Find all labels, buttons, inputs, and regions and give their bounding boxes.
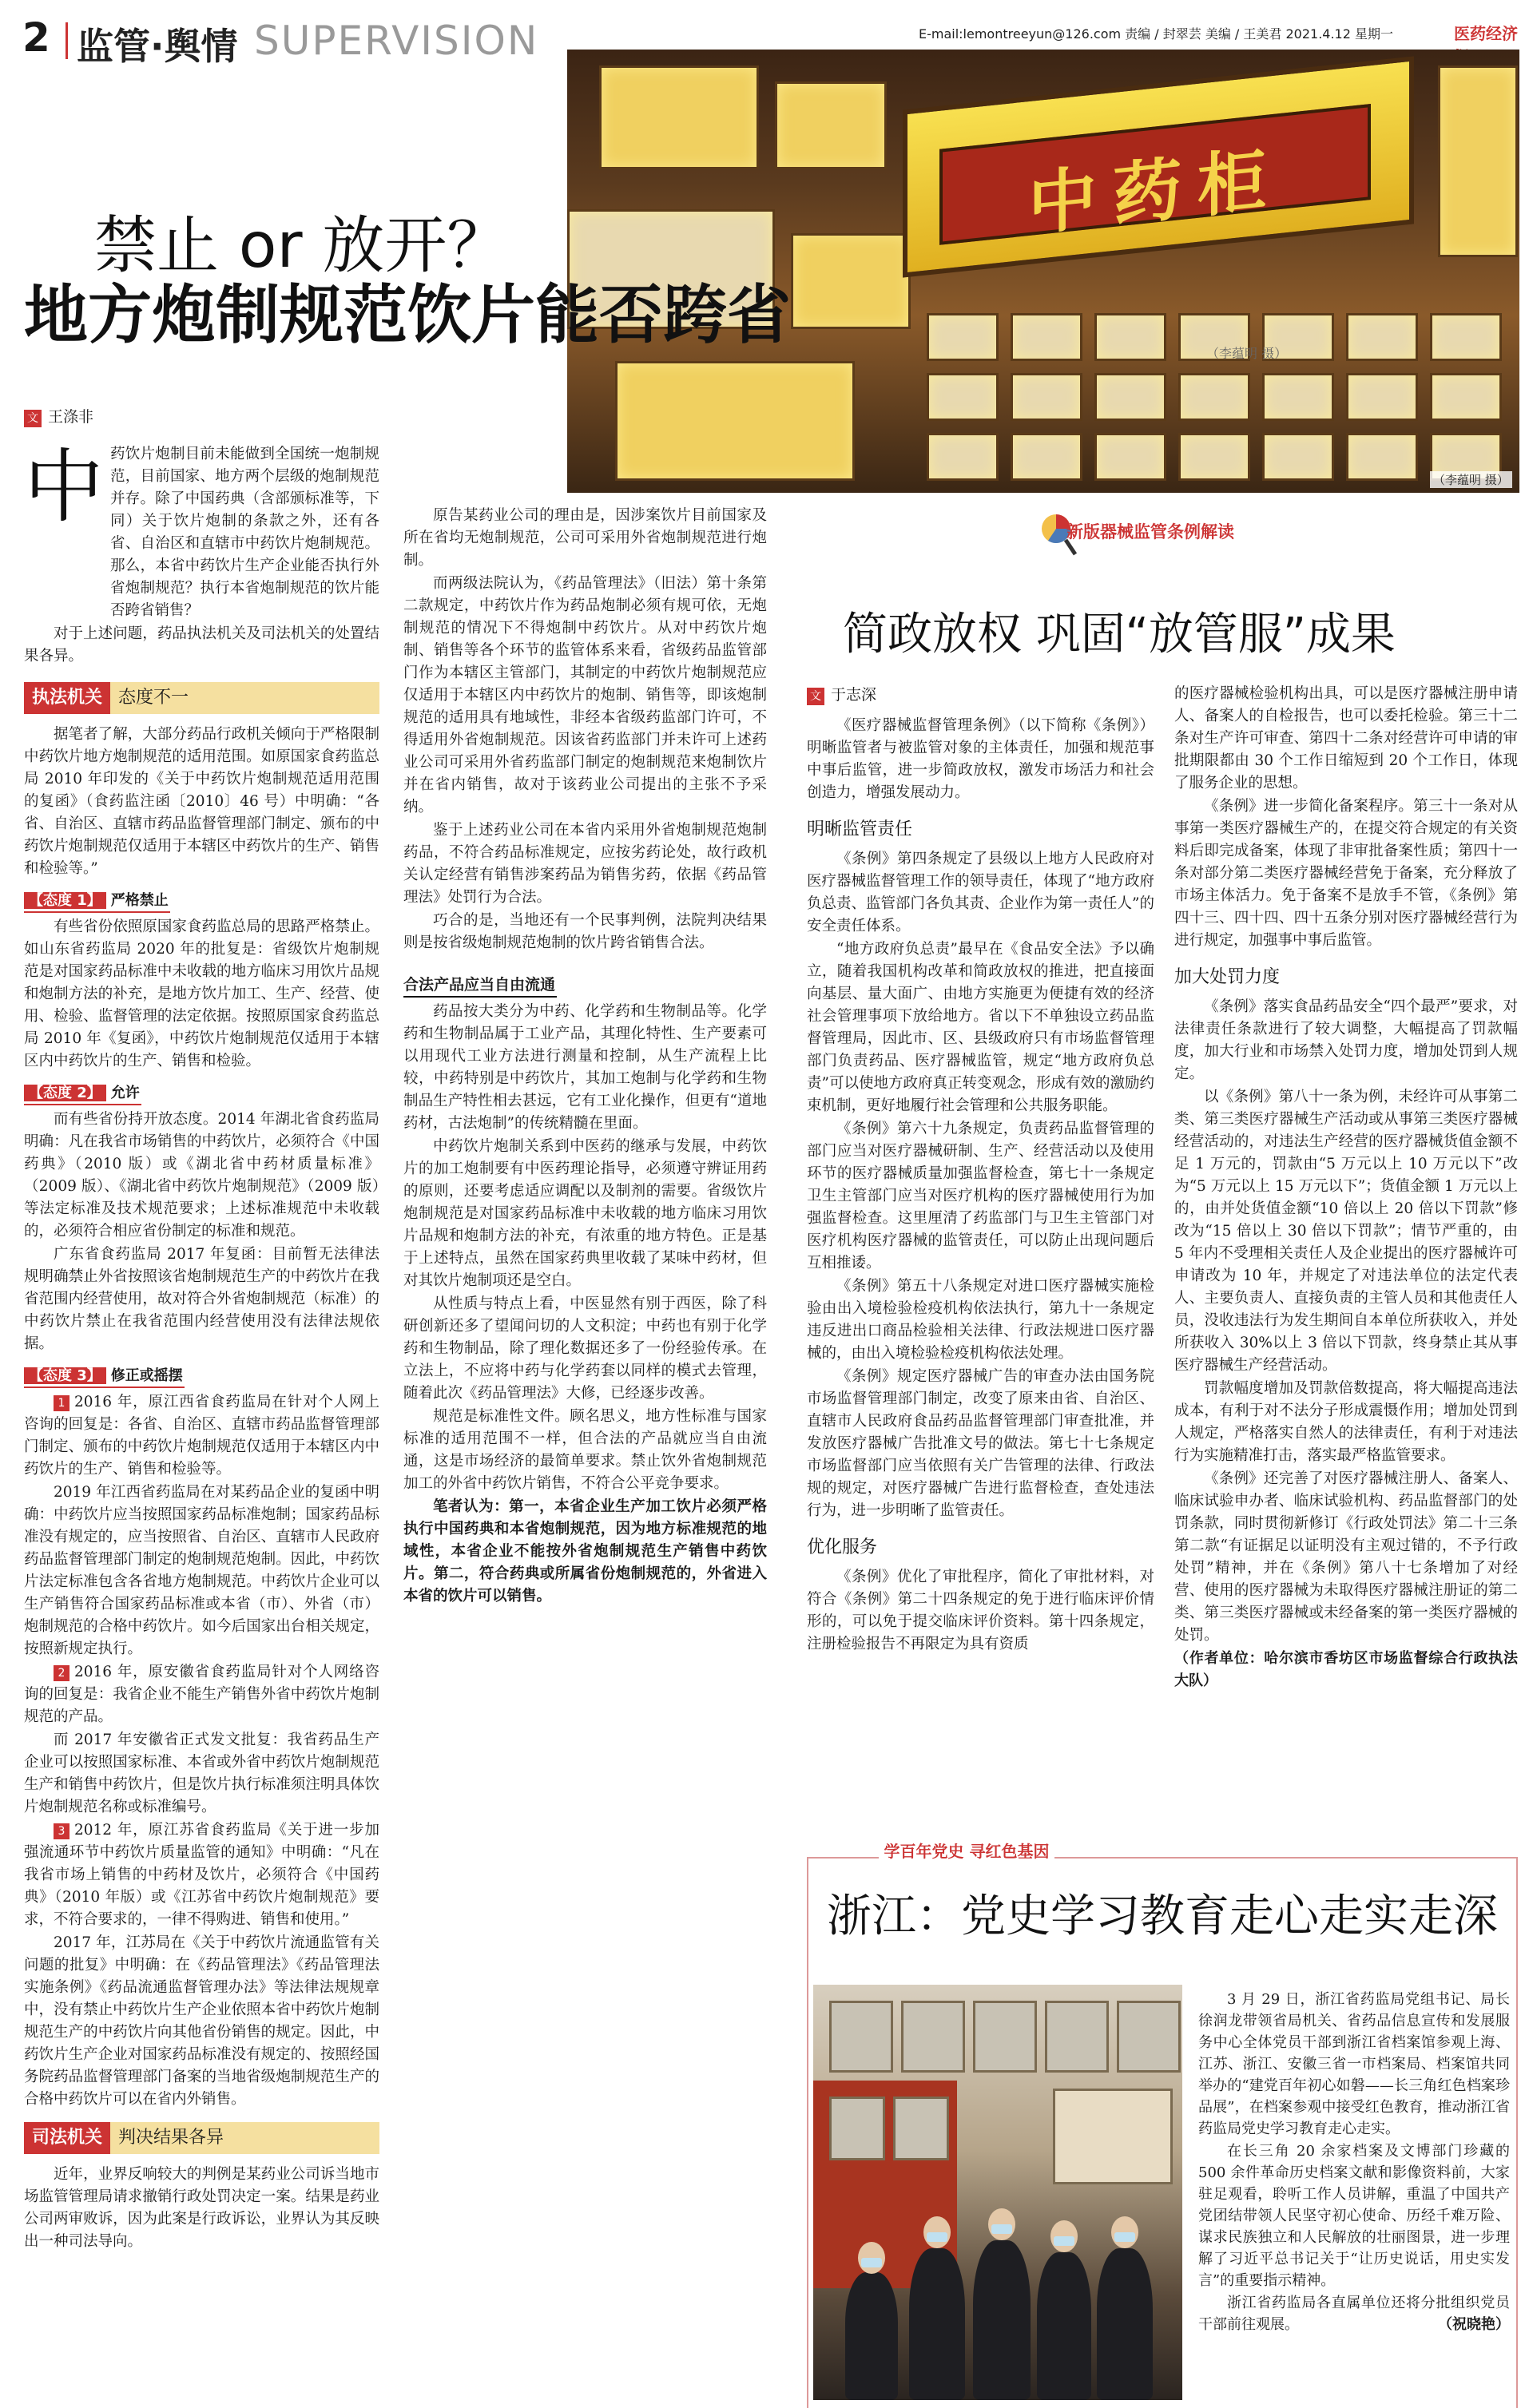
body-paragraph: 有些省份依照原国家食药监总局的思路严格禁止。如山东省药监局 2020 年的批复是：省级饮片炮制规范是对国家药品标准中未收载的地方临床习用饮片品规和炮制方法的补充，是地方饮片加工、生产、经营、使用、检验、监督管理的法定依据。按照原国家食药监总局 2010 年《复函》，中药饮片炮制规范仅适用于本辖区内中药饮片的生产、销售和检验。 xyxy=(24,918,379,1069)
body-paragraph: 2017 年，江苏局在《关于中药饮片流通监管有关问题的批复》中明确：在《药品管理法》《药品管理法实施条例》《药品流通监督管理办法》等法律法规规章中，没有禁止中药饮片生产企业依照本省中药饮片炮制规范生产的中药饮片向其他省份销售的规定。因此，中药饮片生产企业对国家药品标准没有规定的、按照经国务院药品监督管理部门备案的当地省级炮制规范生产的合格中药饮片可以在省内外销售。 xyxy=(24,1934,379,2108)
body-paragraph: 3 月 29 日，浙江省药监局党组书记、局长徐润龙带领省局机关、省药品信息宣传和发展服务中心全体党员干部到浙江省档案馆参观上海、江苏、浙江、安徽三省一市档案局、档案馆共同举办的“建党百年初心如磐——长三角红色档案珍品展”，在档案参观中接受红色教育，推动浙江省药监局党史学习教育走心走实。 xyxy=(1198,1991,1510,2137)
body-paragraph: 《条例》优化了审批程序，简化了审批材料，对符合《条例》第二十四条规定的免于进行临床评价情形的，可以免于提交临床评价资料。第十四条规定，注册检验报告不再限定为具有资质 xyxy=(807,1569,1154,1652)
attitude-title: 允许 xyxy=(110,1085,140,1101)
item-number: 3 xyxy=(54,1823,69,1839)
article2-title: 简政放权 巩固“放管服”成果 xyxy=(843,609,1396,661)
byline-tag: 文 xyxy=(24,410,42,427)
body-paragraph: 据笔者了解，大部分药品行政机关倾向于严格限制中药饮片地方炮制规范的适用范围。如原国家食药监总局 2010 年印发的《关于中药饮片炮制规范适用范围的复函》（食药监注函〔2010〕46 号）中明确：“各省、自治区、直辖市药品监督管理部门制定、颁布的中药饮片炮制规范仅适用于本辖区中药饮片的生产、销售和检验等。” xyxy=(24,726,379,877)
section-tag: 执法机关 xyxy=(24,682,110,714)
item-number: 1 xyxy=(54,1395,69,1411)
attitude-title: 严格禁止 xyxy=(110,892,169,909)
article-byline xyxy=(24,405,93,427)
article3-title: 浙江：党史学习教育走心走实走深 xyxy=(827,1890,1498,1942)
subsection-heading: 合法产品应当自由流通 xyxy=(403,973,557,998)
intro-paragraph: 对于上述问题，药品执法机关及司法机关的处置结果各异。 xyxy=(24,625,379,664)
body-paragraph: 的医疗器械检验机构出具，可以是医疗器械注册申请人、备案人的自检报告，也可以委托检验。第三十二条对生产许可审查、第四十二条对经营许可申请的审批期限都由 30 个工作日缩短到 20 个工作日，体现了服务企业的思想。 xyxy=(1174,685,1518,791)
body-paragraph: 浙江省药监局各直属单位还将分批组织党员干部前往观展。 （祝晓艳） xyxy=(1198,2292,1510,2335)
article1-column1 xyxy=(24,440,379,2250)
body-paragraph: “地方政府负总责”最早在《食品安全法》予以确立，随着我国机构改革和简政放权的推进，把直接面向基层、量大面广、由地方实施更为便捷有效的经济社会管理事项下放给地方。省以下不单独设立药品监督管理局，因此市、区、县级政府只有市场监督管理部门负责药品、医疗器械监管，规定“地方政府负总责”可以使地方政府真正转变观念，形成有效的激励约束机制，更好地履行社会管理和公共服务职能。 xyxy=(807,941,1154,1114)
attitude-title: 修正或摇摆 xyxy=(110,1367,183,1384)
body-paragraph: 3 2012 年，原江苏省食药监局《关于进一步加强流通环节中药饮片质量监管的通知》中明确：“凡在我省市场上销售的中药材及饮片，必须符合《中国药典》（2010 年版）或《江苏省中药饮片炮制规范》要求，不符合要求的，一律不得购进、销售和使用。” xyxy=(24,1822,379,1928)
cabinet-sign-text: 中药柜 xyxy=(1028,137,1282,246)
body-paragraph: 罚款幅度增加及罚款倍数提高，将大幅提高违法成本，有利于对不法分子形成震慑作用；增加处罚到人规定，严格落实自然人的法律责任，有利于对违法行为实施精准打击，落实最严格监管要求。 xyxy=(1174,1380,1518,1464)
subsection-heading: 加大处罚力度 xyxy=(1174,967,1281,987)
intro-paragraph: 药饮片炮制目前未能做到全国统一炮制规范，目前国家、地方两个层级的炮制规范并存。除了中国药典（含部颁标准等，下同）关于饮片炮制的条款之外，还有各省、自治区和直辖市中药饮片炮制规范。那么，本省中药饮片生产企业能否执行外省炮制规范？执行本省炮制规范的饮片能否跨省销售？ xyxy=(110,446,379,619)
header-meta: E-mail:lemontreeyun@126.com 责编 / 封翠芸 美编 / 王美君 2021.4.12 星期一 xyxy=(919,26,1393,42)
body-paragraph: 近年，业界反响较大的判例是某药业公司诉当地市场监管管理局请求撤销行政处罚决定一案。结果是药业公司两审败诉，因为此案是行政诉讼，业界认为其反映出一种司法导向。 xyxy=(24,2166,379,2250)
section-title-en: SUPERVISION xyxy=(254,18,539,64)
article2-column2 xyxy=(1174,683,1518,1833)
attitude-tag: 【态度 3】 xyxy=(24,1367,106,1384)
conclusion-paragraph: 笔者认为：第一，本省企业生产加工饮片必须严格执行中国药典和本省炮制规范，因为地方标准规范的地域性，本省企业不能按外省炮制规范生产销售中药饮片。第二，符合药典或所属省份炮制规范的，外省进入本省的饮片可以销售。 xyxy=(403,1498,767,1605)
section-title: 监管·舆情 xyxy=(77,25,238,68)
attitude-1-heading xyxy=(24,889,170,913)
subsection-heading: 优化服务 xyxy=(807,1537,878,1557)
author-affiliation: （作者单位：哈尔滨市香坊区市场监督综合行政执法大队） xyxy=(1174,1650,1518,1689)
section-bar-judiciary xyxy=(24,2122,379,2154)
body-paragraph: 中药饮片炮制关系到中医药的继承与发展，中药饮片的加工炮制要有中医药理论指导，必须遵守辨证用药的原则，还要考虑适应调配以及制剂的需要。省级饮片炮制规范是对国家药品标准中未收载的地方临床习用饮片品规和炮制方法的补充，有浓重的地方特色。正是基于上述特点，虽然在国家药典里收载了某味中药材，但对其饮片炮制项还是空白。 xyxy=(403,1138,767,1289)
author-name: 于志深 xyxy=(831,686,877,704)
section-tag: 司法机关 xyxy=(24,2122,110,2154)
box-kicker: 学百年党史 寻红色基因 xyxy=(879,1839,1054,1863)
lead-paragraph: 《医疗器械监督管理条例》（以下简称《条例》）明晰监管者与被监管对象的主体责任，加强和规范事中事后监管，进一步简政放权，激发市场活力和社会创造力，增强发展动力。 xyxy=(807,717,1154,801)
article-title-line1: 禁止 or 放开？ xyxy=(94,210,510,282)
article-title-line2: 地方炮制规范饮片能否跨省 xyxy=(24,278,791,352)
attitude-tag: 【态度 2】 xyxy=(24,1085,106,1101)
body-paragraph: 《条例》落实食品药品安全“四个最严”要求，对法律责任条款进行了较大调整，大幅提高了罚款幅度，加大行业和市场禁入处罚力度，增加处罚到人规定。 xyxy=(1174,998,1518,1082)
body-paragraph: 而有些省份持开放态度。2014 年湖北省食药监局明确：凡在我省市场销售的中药饮片，必须符合《中国药典》（2010 版）或《湖北省中药材质量标准》（2009 版）、《湖北省中药饮片炮制规范》（2009 版）等法定标准及技术规范要求；上述标准规范中未收载的，必须符合相应省份制定的标准和规范。 xyxy=(24,1111,379,1240)
body-paragraph: 1 2016 年，原江西省食药监局在针对个人网上咨询的回复是：各省、自治区、直辖市药品监督管理部门制定、颁布的中药饮片炮制规范仅适用于本辖区内中药饮片的生产、销售和检验等。 xyxy=(24,1394,379,1478)
body-paragraph: 《条例》还完善了对医疗器械注册人、备案人、临床试验申办者、临床试验机构、药品监督部门的处罚条款，同时贯彻新修订《行政处罚法》第二十三条第二款“有证据足以证明没有主观过错的，不予行政处罚”精神，并在《条例》第八十七条增加了对经营、使用的医疗器械为未取得医疗器械注册证的第二类、第三类医疗器械或未经备案的第一类医疗器械的处罚。 xyxy=(1174,1470,1518,1644)
column-kicker: 新版器械监管条例解读 xyxy=(1066,522,1234,542)
attitude-2-heading xyxy=(24,1081,141,1105)
body-paragraph: 而 2017 年安徽省正式发文批复：我省药品生产企业可以按照国家标准、本省或外省中药饮片炮制规范生产和销售中药饮片，但是饮片执行标准须注明具体饮片炮制规范名称或标准编号。 xyxy=(24,1732,379,1815)
body-paragraph: 药品按大类分为中药、化学药和生物制品等。化学药和生物制品属于工业产品，其理化特性、生产要素可以用现代工业方法进行测量和控制，从生产流程上比较，中药特别是中药饮片，其加工炮制与化学药和生物制品生产特性相去甚远，它有工业化操作，但更有“道地药材，古法炮制”的传统精髓在里面。 xyxy=(403,1003,767,1132)
subsection-heading: 明晰监管责任 xyxy=(807,819,913,839)
body-paragraph: 2 2016 年，原安徽省食药监局针对个人网络咨询的回复是：我省企业不能生产销售外省中药饮片炮制规范的产品。 xyxy=(24,1664,379,1725)
photo-watermark: （李蕴明 摄） xyxy=(1206,346,1288,361)
exhibition-visit-photo xyxy=(813,1985,1182,2400)
body-paragraph: 《条例》第五十八条规定对进口医疗器械实施检验由出入境检验检疫机构依法执行，第九十一条规定违反进出口商品检验相关法律、行政法规进口医疗器械的，由出入境检验检疫机构依法处理。 xyxy=(807,1278,1154,1362)
item-number: 2 xyxy=(54,1665,69,1681)
body-paragraph: 原告某药业公司的理由是，因涉案饮片目前国家及所在省均无炮制规范，公司可采用外省炮制规范进行炮制。 xyxy=(403,507,767,569)
drop-cap: 中 xyxy=(24,440,104,534)
header-divider xyxy=(66,22,68,59)
byline-tag: 文 xyxy=(807,688,824,705)
article2-column1 xyxy=(807,715,1154,1833)
section-title: 态度不一 xyxy=(118,688,189,708)
body-paragraph: 2019 年江西省药监局在对某药品企业的复函中明确：中药饮片应当按照国家药品标准炮制；国家药品标准没有规定的，应当按照省、自治区、直辖市人民政府药品监督管理部门制定的炮制规范炮制。因此，中药饮片法定标准包含各省地方炮制规范。中药饮片企业可以生产销售符合国家药品标准或本省（市）、外省（市）炮制规范的合格中药饮片。如今后国家出台相关规定，按照新规定执行。 xyxy=(24,1484,379,1657)
page-number: 2 xyxy=(22,14,50,61)
article3-body xyxy=(1198,1989,1510,2404)
author-signoff: （祝晓艳） xyxy=(1438,2316,1510,2333)
body-paragraph: 《条例》进一步简化备案程序。第三十一条对从事第一类医疗器械生产的，在提交符合规定的有关资料后即完成备案，体现了非审批备案性质；第四十一条对部分第二类医疗器械经营免于备案，充分释放了市场主体活力。免于备案不是放手不管，《条例》第四十三、四十四、四十五条分别对医疗器械经营行为进行规定，加强事中事后监管。 xyxy=(1174,798,1518,949)
body-paragraph: 《条例》第四条规定了县级以上地方人民政府对医疗器械监督管理工作的领导责任，体现了“地方政府负总责、监管部门各负其责、企业作为第一责任人”的安全责任体系。 xyxy=(807,851,1154,934)
section-title: 判决结果各异 xyxy=(118,2128,224,2148)
article1-column2 xyxy=(403,505,767,1783)
attitude-3-heading xyxy=(24,1364,185,1388)
section-bar-enforcement xyxy=(24,682,379,714)
author-name: 王涤非 xyxy=(48,408,94,426)
body-paragraph: 广东省食药监局 2017 年复函：目前暂无法律法规明确禁止外省按照该省炮制规范生产的中药饮片在我省范围内经营使用，故对符合外省炮制规范（标准）的中药饮片禁止在我省范围内经营使用没有法律法规依据。 xyxy=(24,1246,379,1352)
article2-byline xyxy=(807,683,876,705)
body-paragraph: 鉴于上述药业公司在本省内采用外省炮制规范炮制药品，不符合药品标准规定，应按劣药论处，故行政机关认定经营有销售涉案药品为销售劣药，依据《药品管理法》处罚行为合法。 xyxy=(403,822,767,906)
body-paragraph: 《条例》规定医疗器械广告的审查办法由国务院市场监督管理部门制定，改变了原来由省、自治区、直辖市人民政府食品药品监督管理部门审查批准，并发放医疗器械广告批准文号的做法。第七十七条规定市场监督部门应当依照有关广告管理的法律、行政法规的规定，对医疗器械广告进行监督检查，查处违法行为，进一步明晰了监管责任。 xyxy=(807,1368,1154,1519)
body-paragraph: 巧合的是，当地还有一个民事判例，法院判决结果则是按省级炮制规范炮制的饮片跨省销售合法。 xyxy=(403,912,767,951)
body-paragraph: 《条例》第六十九条规定，负责药品监督管理的部门应当对医疗器械研制、生产、经营活动以及使用环节的医疗器械质量加强监督检查，第七十一条规定卫生主管部门应当对医疗机构的医疗器械使用行为加强监督检查。这里厘清了药监部门与卫生主管部门对医疗机构医疗器械的监管责任，可以防止出现问题后互相推诿。 xyxy=(807,1121,1154,1271)
body-paragraph: 而两级法院认为，《药品管理法》（旧法）第十条第二款规定，中药饮片作为药品炮制必须有规可依，无炮制规范的情况下不得炮制中药饮片。从对中药饮片炮制、销售等各个环节的监管体系来看，省级药品监管部门作为本辖区主管部门，其制定的中药饮片炮制规范应仅适用于本辖区内中药饮片的炮制、销售等，即该炮制规范的适用具有地域性，非经本省级药监部门许可，不得适用外省炮制规范。因该省药监部门并未许可上述药业公司可采用外省药监部门制定的炮制规范来炮制饮片并在省内销售，故对于该药业公司提出的主张不予采纳。 xyxy=(403,575,767,815)
cabinet-sign xyxy=(903,56,1414,277)
newspaper-logo: 医药经济 xyxy=(1454,24,1518,43)
attitude-tag: 【态度 1】 xyxy=(24,892,106,909)
body-paragraph: 从性质与特点上看，中医显然有别于西医，除了科研创新还多了望闻问切的人文积淀；中药也有别于化学药和生物制品，除了理化数据还多了一份经验传承。在立法上，不应将中药与化学药套以同样的模式去管理，随着此次《药品管理法》大修，已经逐步改善。 xyxy=(403,1295,767,1402)
body-paragraph: 以《条例》第八十一条为例，未经许可从事第二类、第三类医疗器械生产活动或从事第三类医疗器械经营活动的，对违法生产经营的医疗器械货值金额不足 1 万元的，罚款由“5 万元以上 10 万元以下”改为“5 万元以上 15 万元以下”；货值金额 1 万元以上的，由并处货值金额“10 倍以上 20 倍以下罚款”修改为“15 倍以上 30 倍以下罚款”；情节严重的，由 5 年内不受理相关责任人及企业提出的医疗器械许可申请改为 10 年，并规定了对违法单位的法定代表人、主要负责人、直接负责的主管人员和其他责任人员，没收违法行为发生期间自本单位所获收入，并处所获收入 30%以上 3 倍以下罚款，终身禁止其从事医疗器械生产经营活动。 xyxy=(1174,1089,1518,1374)
body-paragraph: 在长三角 20 余家档案及文博部门珍藏的 500 余件革命历史档案文献和影像资料前，大家驻足观看，聆听工作人员讲解，重温了中国共产党团结带领人民坚守初心使命、历经千难万险、谋求民族独立和人民解放的壮丽图景，进一步理解了习近平总书记关于“让历史说话，用史实发言”的重要指示精神。 xyxy=(1198,2143,1510,2289)
photo-credit: （李蕴明 摄） xyxy=(1430,471,1512,488)
body-paragraph: 规范是标准性文件。顾名思义，地方性标准与国家标准的适用范围不一样，但合法的产品就应当自由流通，这是市场经济的最简单要求。禁止饮外省炮制规范加工的外省中药饮片销售，不符合公平竞争要求。 xyxy=(403,1408,767,1492)
